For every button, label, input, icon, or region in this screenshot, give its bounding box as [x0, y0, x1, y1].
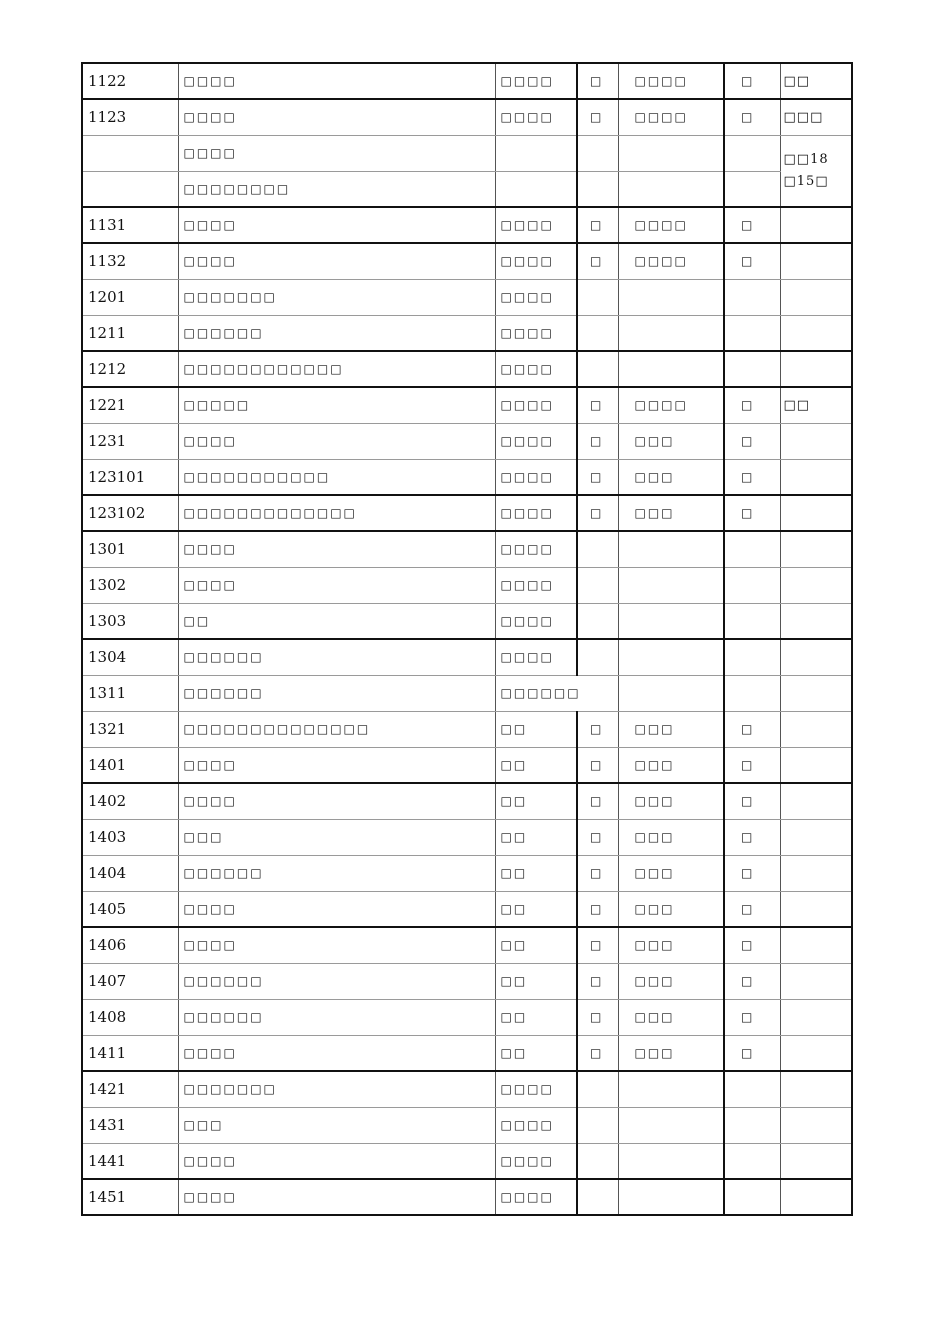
- note-cell: [780, 1143, 852, 1179]
- account-name-cell: □□□□: [178, 1035, 495, 1071]
- accounting-method-cell: □□□: [618, 927, 724, 963]
- note-cell: [780, 819, 852, 855]
- account-category-cell: □□□□: [495, 243, 577, 279]
- account-name-cell: □□□□□□: [178, 315, 495, 351]
- accounting-method-cell: □□□: [618, 999, 724, 1035]
- flag-cell: □: [724, 207, 780, 243]
- balance-direction-cell: [577, 1179, 618, 1215]
- account-name-cell: □□□□: [178, 747, 495, 783]
- account-code-cell: 1131: [82, 207, 178, 243]
- account-category-cell: [495, 171, 577, 207]
- accounting-method-cell: □□□: [618, 747, 724, 783]
- account-code-cell: 123101: [82, 459, 178, 495]
- account-name-cell: □□□□: [178, 1143, 495, 1179]
- flag-cell: [724, 1143, 780, 1179]
- table-row: [82, 675, 852, 711]
- account-code-cell: 1303: [82, 603, 178, 639]
- note-cell: [780, 207, 852, 243]
- table-row: [82, 1035, 852, 1071]
- account-category-cell: □□: [495, 819, 577, 855]
- flag-cell: [724, 603, 780, 639]
- note-cell: [780, 1179, 852, 1215]
- balance-direction-cell: □: [577, 207, 618, 243]
- account-code-cell: 1123: [82, 99, 178, 135]
- account-category-cell: □□: [495, 747, 577, 783]
- flag-cell: □: [724, 819, 780, 855]
- accounting-method-cell: □□□: [618, 423, 724, 459]
- accounting-method-cell: □□□: [618, 495, 724, 531]
- account-category-cell: □□□□: [495, 63, 577, 99]
- account-name-cell: □□□□□□□□: [178, 171, 495, 207]
- flag-cell: □: [724, 99, 780, 135]
- flag-cell: [724, 1179, 780, 1215]
- balance-direction-cell: [577, 1071, 618, 1107]
- table-row: [82, 387, 852, 423]
- account-category-cell: □□□□□□: [495, 675, 618, 711]
- flag-cell: □: [724, 855, 780, 891]
- account-code-cell: 123102: [82, 495, 178, 531]
- table-row: [82, 783, 852, 819]
- account-code-cell: 1406: [82, 927, 178, 963]
- account-name-cell: □□□□: [178, 531, 495, 567]
- table-row: [82, 63, 852, 99]
- flag-cell: □: [724, 999, 780, 1035]
- accounting-method-cell: [618, 1071, 724, 1107]
- account-code-cell: 1221: [82, 387, 178, 423]
- accounting-method-cell: [618, 1179, 724, 1215]
- account-category-cell: □□□□: [495, 459, 577, 495]
- account-category-cell: □□□□: [495, 423, 577, 459]
- account-name-cell: □□□□□□: [178, 963, 495, 999]
- account-category-cell: □□: [495, 891, 577, 927]
- account-code-cell: 1122: [82, 63, 178, 99]
- flag-cell: □: [724, 927, 780, 963]
- accounting-method-cell: [618, 171, 724, 207]
- balance-direction-cell: [577, 171, 618, 207]
- balance-direction-cell: [577, 531, 618, 567]
- flag-cell: □: [724, 963, 780, 999]
- account-category-cell: □□□□: [495, 351, 577, 387]
- flag-cell: [724, 1071, 780, 1107]
- balance-direction-cell: [577, 279, 618, 315]
- table-row: [82, 207, 852, 243]
- account-name-cell: □□□□□□□□□□□: [178, 459, 495, 495]
- table-row: [82, 99, 852, 135]
- accounting-method-cell: □□□: [618, 891, 724, 927]
- accounting-method-cell: [618, 531, 724, 567]
- table-row: [82, 603, 852, 639]
- account-code-cell: 1421: [82, 1071, 178, 1107]
- balance-direction-cell: □: [577, 63, 618, 99]
- note-cell: [780, 891, 852, 927]
- table-row: [82, 135, 852, 171]
- account-name-cell: □□□□: [178, 243, 495, 279]
- accounting-method-cell: □□□: [618, 1035, 724, 1071]
- balance-direction-cell: □: [577, 927, 618, 963]
- account-name-cell: □□□□□□□□□□□□: [178, 351, 495, 387]
- accounting-method-cell: □□□: [618, 819, 724, 855]
- note-cell: [780, 711, 852, 747]
- flag-cell: □: [724, 783, 780, 819]
- account-name-cell: □□□: [178, 819, 495, 855]
- accounting-method-cell: [618, 279, 724, 315]
- balance-direction-cell: □: [577, 711, 618, 747]
- balance-direction-cell: □: [577, 495, 618, 531]
- account-code-cell: [82, 135, 178, 171]
- note-cell: □□: [780, 63, 852, 99]
- flag-cell: □: [724, 711, 780, 747]
- balance-direction-cell: [577, 351, 618, 387]
- flag-cell: □: [724, 459, 780, 495]
- balance-direction-cell: [577, 603, 618, 639]
- account-name-cell: □□□□: [178, 135, 495, 171]
- account-category-cell: □□□□: [495, 603, 577, 639]
- accounting-method-cell: [618, 639, 724, 675]
- note-cell: [780, 999, 852, 1035]
- accounting-method-cell: [618, 567, 724, 603]
- account-code-cell: 1405: [82, 891, 178, 927]
- table-row: [82, 1071, 852, 1107]
- note-cell: □□□: [780, 99, 852, 135]
- note-cell: [780, 135, 852, 207]
- account-category-cell: □□□□: [495, 567, 577, 603]
- flag-cell: [724, 279, 780, 315]
- note-cell: [780, 567, 852, 603]
- account-name-cell: □□□□: [178, 99, 495, 135]
- account-code-cell: 1402: [82, 783, 178, 819]
- accounting-method-cell: □□□□: [618, 387, 724, 423]
- account-name-cell: □□□□: [178, 423, 495, 459]
- account-category-cell: □□□□: [495, 495, 577, 531]
- account-code-cell: 1132: [82, 243, 178, 279]
- table-row: [82, 819, 852, 855]
- note-cell: [780, 747, 852, 783]
- flag-cell: [724, 531, 780, 567]
- balance-direction-cell: □: [577, 459, 618, 495]
- accounting-method-cell: [618, 351, 724, 387]
- balance-direction-cell: □: [577, 999, 618, 1035]
- note-cell: [780, 963, 852, 999]
- flag-cell: □: [724, 1035, 780, 1071]
- account-category-cell: [495, 135, 577, 171]
- account-name-cell: □□□□□□: [178, 855, 495, 891]
- note-cell: [780, 675, 852, 711]
- balance-direction-cell: □: [577, 99, 618, 135]
- flag-cell: [724, 135, 780, 171]
- note-cell: [780, 495, 852, 531]
- table-row: [82, 855, 852, 891]
- note-cell: [780, 279, 852, 315]
- account-category-cell: □□: [495, 711, 577, 747]
- note-cell: [780, 243, 852, 279]
- balance-direction-cell: □: [577, 855, 618, 891]
- table-row: [82, 963, 852, 999]
- account-code-cell: 1408: [82, 999, 178, 1035]
- account-name-cell: □□□□: [178, 207, 495, 243]
- table-row: [82, 171, 852, 207]
- account-category-cell: □□□□: [495, 1179, 577, 1215]
- table-row: [82, 639, 852, 675]
- accounting-method-cell: [618, 1107, 724, 1143]
- table-row: [82, 1107, 852, 1143]
- account-code-cell: 1302: [82, 567, 178, 603]
- table-row: [82, 999, 852, 1035]
- table-row: [82, 531, 852, 567]
- note-cell: [780, 315, 852, 351]
- account-name-cell: □□□□: [178, 63, 495, 99]
- accounting-method-cell: [618, 315, 724, 351]
- accounting-method-cell: □□□: [618, 855, 724, 891]
- note-cell: [780, 783, 852, 819]
- flag-cell: [724, 315, 780, 351]
- account-category-cell: □□□□: [495, 99, 577, 135]
- note-cell: [780, 531, 852, 567]
- table-row: [82, 711, 852, 747]
- account-name-cell: □□□□□□: [178, 999, 495, 1035]
- balance-direction-cell: □: [577, 891, 618, 927]
- account-category-cell: □□: [495, 999, 577, 1035]
- account-code-cell: [82, 171, 178, 207]
- account-category-cell: □□□□: [495, 1143, 577, 1179]
- flag-cell: [724, 171, 780, 207]
- account-code-table: [81, 62, 853, 1216]
- flag-cell: [724, 351, 780, 387]
- account-code-cell: 1451: [82, 1179, 178, 1215]
- flag-cell: [724, 567, 780, 603]
- note-line: □15□: [783, 173, 829, 189]
- account-category-cell: □□□□: [495, 279, 577, 315]
- account-code-cell: 1441: [82, 1143, 178, 1179]
- note-cell: [780, 855, 852, 891]
- account-name-cell: □□□: [178, 1107, 495, 1143]
- balance-direction-cell: □: [577, 783, 618, 819]
- ledger-sheet: [81, 62, 851, 1216]
- account-name-cell: □□□□: [178, 891, 495, 927]
- balance-direction-cell: □: [577, 1035, 618, 1071]
- note-cell: [780, 423, 852, 459]
- accounting-method-cell: □□□□: [618, 207, 724, 243]
- note-cell: [780, 1071, 852, 1107]
- balance-direction-cell: □: [577, 963, 618, 999]
- balance-direction-cell: [577, 1143, 618, 1179]
- accounting-method-cell: □□□: [618, 783, 724, 819]
- flag-cell: □: [724, 387, 780, 423]
- account-name-cell: □□□□□□□□□□□□□: [178, 495, 495, 531]
- balance-direction-cell: □: [577, 243, 618, 279]
- account-code-cell: 1231: [82, 423, 178, 459]
- account-code-cell: 1311: [82, 675, 178, 711]
- table-row: [82, 459, 852, 495]
- account-name-cell: □□□□: [178, 1179, 495, 1215]
- note-cell: [780, 1035, 852, 1071]
- flag-cell: □: [724, 747, 780, 783]
- table-row: [82, 927, 852, 963]
- balance-direction-cell: [577, 135, 618, 171]
- account-name-cell: □□□□□□□: [178, 1071, 495, 1107]
- note-cell: [780, 639, 852, 675]
- account-name-cell: □□□□□□□: [178, 279, 495, 315]
- accounting-method-cell: □□□□: [618, 63, 724, 99]
- account-code-cell: 1404: [82, 855, 178, 891]
- account-name-cell: □□□□: [178, 927, 495, 963]
- account-category-cell: □□□□: [495, 315, 577, 351]
- note-line: □□18: [783, 151, 829, 167]
- account-code-cell: 1304: [82, 639, 178, 675]
- table-row: [82, 423, 852, 459]
- balance-direction-cell: [577, 315, 618, 351]
- account-name-cell: □□□□□□: [178, 639, 495, 675]
- table-row: [82, 279, 852, 315]
- account-category-cell: □□: [495, 783, 577, 819]
- note-cell: [780, 1107, 852, 1143]
- note-cell: □□: [780, 387, 852, 423]
- account-code-cell: 1321: [82, 711, 178, 747]
- account-category-cell: □□□□: [495, 1107, 577, 1143]
- accounting-method-cell: [618, 675, 724, 711]
- account-code-cell: 1301: [82, 531, 178, 567]
- note-cell: [780, 927, 852, 963]
- account-code-cell: 1401: [82, 747, 178, 783]
- flag-cell: □: [724, 891, 780, 927]
- accounting-method-cell: □□□: [618, 963, 724, 999]
- flag-cell: □: [724, 63, 780, 99]
- account-code-cell: 1431: [82, 1107, 178, 1143]
- account-code-cell: 1403: [82, 819, 178, 855]
- account-code-cell: 1407: [82, 963, 178, 999]
- flag-cell: [724, 639, 780, 675]
- account-name-cell: □□□□: [178, 567, 495, 603]
- balance-direction-cell: □: [577, 819, 618, 855]
- note-cell: [780, 459, 852, 495]
- table-row: [82, 495, 852, 531]
- account-name-cell: □□: [178, 603, 495, 639]
- account-category-cell: □□□□: [495, 387, 577, 423]
- table-row: [82, 351, 852, 387]
- account-code-cell: 1212: [82, 351, 178, 387]
- accounting-method-cell: □□□□: [618, 243, 724, 279]
- flag-cell: [724, 675, 780, 711]
- account-category-cell: □□: [495, 1035, 577, 1071]
- table-row: [82, 243, 852, 279]
- table-row: [82, 1179, 852, 1215]
- account-category-cell: □□□□: [495, 207, 577, 243]
- balance-direction-cell: [577, 567, 618, 603]
- balance-direction-cell: □: [577, 423, 618, 459]
- account-code-cell: 1211: [82, 315, 178, 351]
- flag-cell: □: [724, 495, 780, 531]
- flag-cell: [724, 1107, 780, 1143]
- account-code-cell: 1411: [82, 1035, 178, 1071]
- account-name-cell: □□□□□□: [178, 675, 495, 711]
- account-name-cell: □□□□: [178, 783, 495, 819]
- table-row: [82, 315, 852, 351]
- account-category-cell: □□□□: [495, 531, 577, 567]
- flag-cell: □: [724, 423, 780, 459]
- accounting-method-cell: □□□: [618, 459, 724, 495]
- accounting-method-cell: □□□: [618, 711, 724, 747]
- balance-direction-cell: □: [577, 747, 618, 783]
- account-category-cell: □□: [495, 963, 577, 999]
- account-category-cell: □□□□: [495, 639, 577, 675]
- note-cell: [780, 603, 852, 639]
- note-cell: [780, 351, 852, 387]
- accounting-method-cell: □□□□: [618, 99, 724, 135]
- balance-direction-cell: □: [577, 387, 618, 423]
- accounting-method-cell: [618, 1143, 724, 1179]
- account-name-cell: □□□□□: [178, 387, 495, 423]
- table-row: [82, 1143, 852, 1179]
- account-code-cell: 1201: [82, 279, 178, 315]
- account-category-cell: □□□□: [495, 1071, 577, 1107]
- balance-direction-cell: [577, 639, 618, 675]
- account-name-cell: □□□□□□□□□□□□□□: [178, 711, 495, 747]
- account-category-cell: □□: [495, 927, 577, 963]
- table-row: [82, 747, 852, 783]
- table-row: [82, 891, 852, 927]
- table-body: [82, 63, 852, 1215]
- accounting-method-cell: [618, 603, 724, 639]
- balance-direction-cell: [577, 1107, 618, 1143]
- flag-cell: □: [724, 243, 780, 279]
- account-category-cell: □□: [495, 855, 577, 891]
- table-row: [82, 567, 852, 603]
- accounting-method-cell: [618, 135, 724, 171]
